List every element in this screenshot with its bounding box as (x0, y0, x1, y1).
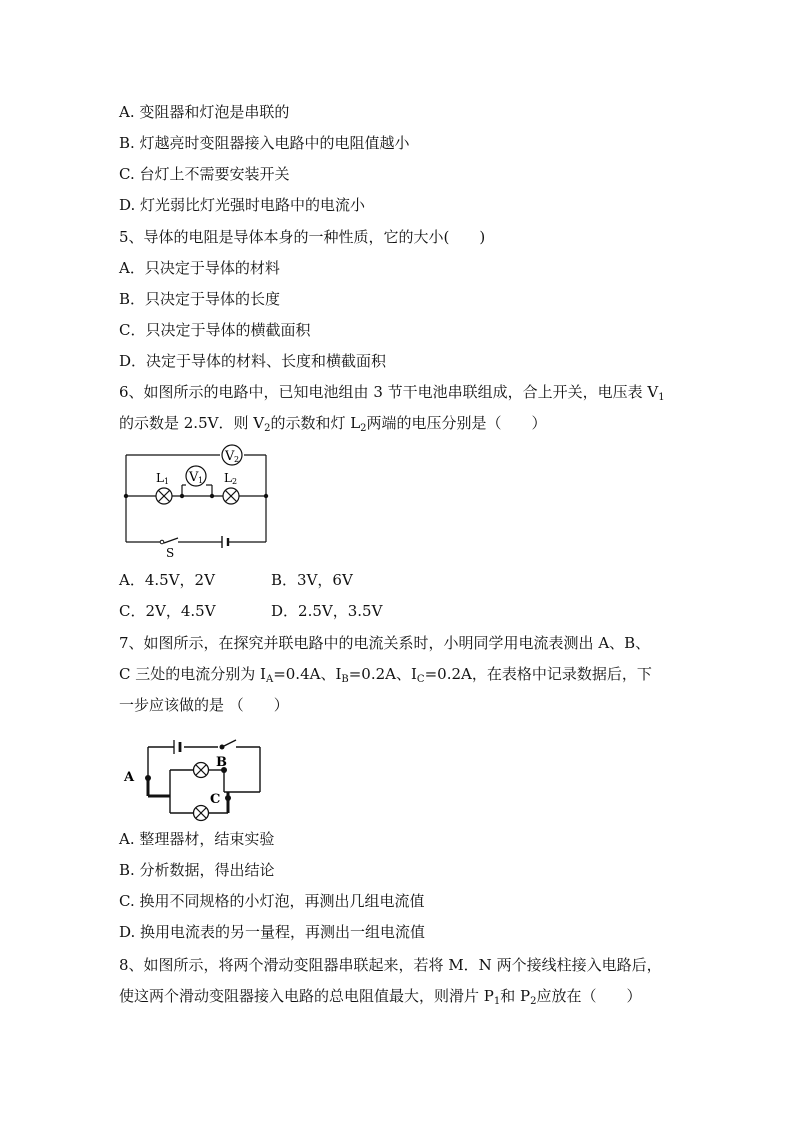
q6-fig-label-v2: V (225, 449, 235, 464)
q5-option-d: D．决定于导体的材料、长度和横截面积 (119, 352, 387, 370)
q5-option-c: C．只决定于导体的横截面积 (119, 321, 311, 339)
q7-fig-label-a: A (124, 770, 135, 785)
q6-option-c: C．2V，4.5V (119, 602, 216, 620)
q7-stem-text-2b: =0.4A、I (273, 665, 342, 683)
q5-option-b: B．只决定于导体的长度 (119, 290, 281, 308)
q6-stem-text-2a: 的示数是 2.5V．则 V (119, 414, 265, 432)
q6-circuit-diagram (118, 440, 273, 560)
q6-fig-label-v2-sub: 2 (234, 455, 240, 464)
q4-option-d: D. 灯光弱比灯光强时电路中的电流小 (119, 196, 366, 214)
q6-option-b: B．3V，6V (271, 571, 353, 589)
q6-stem-line2 (119, 413, 547, 439)
q7-fig-label-c: C (210, 792, 221, 807)
q7-option-a: A. 整理器材，结束实验 (119, 830, 275, 848)
q8-stem-text-2c: 应放在（ ） (536, 987, 642, 1005)
q6-stem-sub-1: 1 (658, 392, 665, 403)
q6-stem-text-1: 6、如图所示的电路中，已知电池组由 3 节干电池串联组成，合上开关，电压表 V (119, 383, 659, 401)
q6-fig-label-l2-sub: 2 (232, 477, 238, 486)
q7-option-d: D. 换用电流表的另一量程，再测出一组电流值 (119, 923, 426, 941)
q8-stem-line2 (119, 986, 642, 1012)
q8-stem-text-2a: 使这两个滑动变阻器接入电路的总电阻值最大，则滑片 P (119, 987, 494, 1005)
q7-stem-text-2d: =0.2A，在表格中记录数据后，下 (424, 665, 652, 683)
q6-fig-label-v1: V (189, 470, 199, 485)
q6-stem-sub-2b: 2 (360, 423, 367, 434)
q7-option-b: B. 分析数据，得出结论 (119, 861, 275, 879)
q7-lamp-c-icon (194, 806, 209, 821)
lamp-l1-icon (156, 488, 172, 504)
q6-option-d: D．2.5V，3.5V (271, 602, 383, 620)
q7-stem-line2 (119, 664, 652, 690)
q8-sub-2: 2 (530, 996, 537, 1007)
q6-fig-label-l2: L (224, 471, 232, 485)
q7-lamp-b-icon (194, 763, 209, 778)
lamp-l2-icon (223, 488, 239, 504)
q8-stem-line1: 8、如图所示，将两个滑动变阻器串联起来，若将 M．N 两个接线柱接入电路后， (119, 956, 662, 974)
q6-stem-sub-2a: 2 (264, 423, 271, 434)
q7-stem-line3: 一步应该做的是 （ ） (119, 696, 289, 714)
q8-stem-text-2b: 和 P (500, 987, 531, 1005)
q7-stem-text-2c: =0.2A、I (348, 665, 417, 683)
q5-option-a: A．只决定于导体的材料 (119, 259, 280, 277)
q6-fig-label-v1-sub: 1 (198, 476, 204, 485)
q6-fig-label-s: S (166, 546, 175, 560)
q7-fig-label-b: B (216, 755, 227, 770)
q7-sub-a: A (265, 674, 274, 685)
q6-stem-text-2c: 两端的电压分别是（ ） (366, 414, 547, 432)
q7-sub-b: B (341, 674, 349, 685)
q5-stem: 5、导体的电阻是导体本身的一种性质，它的大小( ) (119, 228, 486, 246)
q4-option-b: B. 灯越亮时变阻器接入电路中的电阻值越小 (119, 134, 410, 152)
q7-option-c: C. 换用不同规格的小灯泡，再测出几组电流值 (119, 892, 425, 910)
q6-options-row1 (119, 570, 215, 590)
voltmeter-v2-icon (222, 445, 242, 465)
q4-option-a: A. 变阻器和灯泡是串联的 (119, 103, 290, 121)
q7-stem-line1: 7、如图所示，在探究并联电路中的电流关系时，小明同学用电流表测出 A、B、 (119, 634, 651, 652)
q6-fig-label-l1: L (156, 471, 164, 485)
q7-stem-text-2a: C 三处的电流分别为 I (119, 665, 266, 683)
voltmeter-v1-icon (186, 466, 206, 486)
q6-stem-line1 (119, 382, 665, 408)
q6-fig-label-l1-sub: 1 (164, 477, 170, 486)
q6-option-a: A．4.5V，2V (119, 571, 215, 589)
q7-sub-c: C (416, 674, 425, 685)
q8-sub-1: 1 (493, 996, 501, 1007)
q6-stem-text-2b: 的示数和灯 L (270, 414, 361, 432)
q4-option-c: C. 台灯上不需要安装开关 (119, 165, 290, 183)
q7-circuit-diagram (120, 728, 270, 823)
